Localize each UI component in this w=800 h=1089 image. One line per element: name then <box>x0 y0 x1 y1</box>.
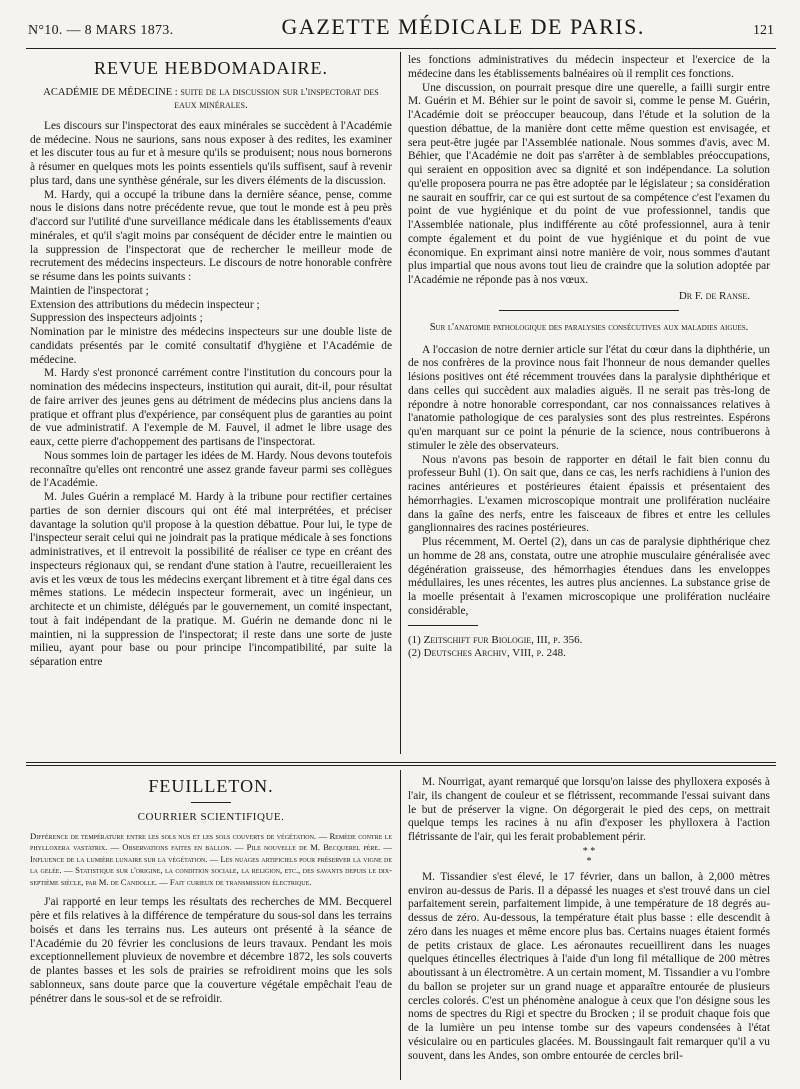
column-divider-bottom <box>400 770 401 1080</box>
revue-subtitle-rest: suite de la discussion sur l'inspectorat des eaux minérales. <box>174 85 379 111</box>
revue-list-item: Nomination par le ministre des médecins inspecteurs sur une double liste de candidats présentés par le comité consultatif d'hygiène et l'Académie de médecine. <box>30 326 392 366</box>
revue-list-item: Maintien de l'inspectorat ; <box>30 284 149 297</box>
revue-list-item: Extension des attributions du médecin inspecteur ; <box>30 298 260 311</box>
revue-paragraph: Les discours sur l'inspectorat des eaux minérales se succèdent à l'Académie de médecine. Nous ne saurions, sans nous exposer à des redites, les examiner et les discuter tous au fur et à mesure qu'ils se produisent; nous nous bornerons à résumer en quelques mots les points essentiels qu'ils suffisent, sauf à revenir plus tard, dans une synthèse générale, sur les divers éléments de la discussion. <box>30 119 392 187</box>
revue-paragraph: M. Hardy s'est prononcé carrément contre l'institution du concours pour la nomination des médecins inspecteurs, institution qui aurait, dit-il, pour résultat de faire arriver des jeunes gens au détriment de médecins plus anciens dans la pratique et offrant plus d'expérience, par conséquent plus de garanties au point de vue administratif. A l'exemple de M. Fauvel, il admet le libre usage des eaux, cette pierre d'achoppement des partisans de l'inspectorat. <box>30 367 392 448</box>
feuilleton-rule-bottom <box>26 765 776 766</box>
asterism: * * * <box>582 845 596 867</box>
footnotes <box>408 634 770 660</box>
masthead <box>28 14 774 44</box>
feuilleton-column-right <box>408 776 770 1063</box>
anatomie-paragraph: A l'occasion de notre dernier article sur l'état du cœur dans la diphthérie, un de nos confrères de la province nous fait l'honneur de nous demander quelles lésions positives ont été récemment trouvées dans la paralysie diphthérique et dans celles qui succèdent aux maladies aiguës. Il ne serait pas très-long de répondre à notre honorable correspondant, car nos connaissances relatives à l'anatomie pathologique de ces paralysies sont des plus restreintes. Espérons qu'en marquant sur ce point la pénurie de la science, nous contribuerons à stimuler le zèle des observateurs. <box>408 343 770 452</box>
feuilleton-rule-top <box>26 762 776 763</box>
feuilleton-summary: Différence de température entre les sols nus et les sols couverts de végétation. — Remède contre le phylloxera vastatrix. — Observations faites en ballon. — Pile nouvelle de M. Becquerel père. — Influence de la lumière lunaire sur la végétation. — Les nuages artificiels pour préserver la vigne de la gelée. — Statistique sur l'origine, la condition sociale, la religion, etc., des savants depuis le dix-septième siècle, par M. de Candolle. — Fait curieux de transmission électrique. <box>30 830 392 887</box>
anatomie-paragraph: Nous n'avons pas besoin de rapporter en détail le fait bien connu du professeur Buhl (1). On sait que, dans ce cas, les nerfs rachidiens à l'union des racines antérieures et postérieures étaient épaissis et présentaient des hémorrhagies. L'examen microscopique montrait une prolifération nucléaire dans la gaîne des nerfs, entre les faisceaux de fibres et entre les cellules ganglionnaires des racines postérieures. <box>408 453 770 535</box>
header-rule <box>26 48 776 49</box>
issue-date: N°10. — 8 MARS 1873. <box>28 23 174 38</box>
revue-subtitle-lead: ACADÉMIE DE MÉDECINE : <box>43 86 178 98</box>
anatomie-heading: Sur l'anatomie pathologique des paralysies consécutives aux maladies aigues. <box>429 321 749 333</box>
column-divider-top <box>400 52 401 754</box>
revue-list-item: Suppression des inspecteurs adjoints ; <box>30 312 203 325</box>
page-number: 121 <box>752 23 774 38</box>
footnote-rule <box>408 625 478 626</box>
footnote: (1) Zeitschift fur Biologie, III, p. 356. <box>408 633 583 646</box>
revue-paragraph: M. Jules Guérin a remplacé M. Hardy à la tribune pour rectifier certaines parties de son dernier discours qui ont été mal interprétées, et préciser davantage la solution qu'il propose à la question débattue. Pour lui, le type de l'inspecteur serait celui qui ne joindrait pas la pratique médicale à ses fonctions administratives, et il entrevoit la possibilité de réaliser ce type en créant des inspecteurs régionaux qui, se rendant d'une station à l'autre, recueilleraient les avis et les vœux de tous les médecins exerçant librement et à titre égal dans ces mêmes stations. Le médecin inspecteur formerait, avec un ingénieur, un architecte et un chimiste, délégués par le gouvernement, un comité inspectant, tout à fait indépendant de la pratique. M. Guérin ne demande donc ni le maintien, ni la suppression de l'inspectorat; il reste dans une sorte de juste milieu, ayant pour base ou pour principe l'incompatibilité, par suite la séparation entre <box>30 491 392 668</box>
anatomie-paragraph: Plus récemment, M. Oertel (2), dans un cas de paralysie diphthérique chez un homme de 28 ans, constata, outre une atrophie musculaire généralisée avec dégénération graisseuse, des hémorrhagies étendues dans les enveloppes médullaires, les unes récentes, les autres plus anciennes. La substance grise de la moelle présentait à l'examen microscopique une prolifération nucléaire considérable, <box>408 536 770 617</box>
revue-paragraph: M. Hardy, qui a occupé la tribune dans la dernière séance, pense, comme nous le disions dans notre précédente revue, que tout le monde est à peu près d'accord sur l'utilité d'une surveillance médicale dans les établissements d'eaux minérales, et qu'il s'agit moins par conséquent de décider entre le maintien ou la suppression de l'inspectorat que de rechercher le meilleur mode de recrutement des médecins inspecteurs. Le discours de notre honorable confrère se résume dans les points suivants : <box>30 188 392 283</box>
section-separator <box>499 310 679 311</box>
feuilleton-title: FEUILLETON. <box>148 776 274 796</box>
courrier-title: COURRIER SCIENTIFIQUE. <box>137 810 285 823</box>
revue-paragraph: Une discussion, on pourrait presque dire une querelle, a failli surgir entre M. Guérin et M. Béhier sur le point de savoir si, comme le pense M. Guérin, l'Académie doit se préoccuper beaucoup, dans l'étude et la solution de la question débattue, de la manière dont cette même question est envisagée, et sera peut-être jugée par l'Assemblée nationale. Nous sommes d'avis, avec M. Béhier, que l'Académie ne doit pas s'arrêter à de semblables préoccupations, qui seraient en opposition avec sa dignité et son indépendance. La solution qu'elle proposera pourra ne pas être adoptée par le législateur ; sa considération ne saurait en souffrir, car ce qui est surtout de sa compétence c'est l'examen du point de vue hygiénique et du point de vue professionnel, tandis que l'Assemblée nationale, plus indifférente au côté professionnel, aura à tenir compte également et du point de vue hygiénique et du point de vue économique. En exprimant ainsi notre manière de voir, nous sommes d'autant plus impartial que nous avons tout lieu de craindre que la solution adoptée par l'Académie ne réponde pas à nos vœux. <box>408 81 770 286</box>
newspaper-title: GAZETTE MÉDICALE DE PARIS. <box>281 14 645 39</box>
revue-subtitle <box>36 86 386 112</box>
feuilleton-paragraph: J'ai rapporté en leur temps les résultats des recherches de MM. Becquerel père et fils relatives à la différence de température du sous-sol dans les terrains boisés et dans les terrains nus. Les auteurs ont présenté à la séance de l'Académie du 20 février les conclusions de leurs travaux. Pendant les mois exceptionnellement pluvieux de novembre et décembre 1872, les sols couverts de plantes basses et les sols de prairies se refroidirent moins que les sols sablonneux, sans doute parce que la couverture végétale empêchait l'eau de pénétrer dans le sous-sol et de se refroidir. <box>30 896 392 1005</box>
revue-column-left <box>30 54 392 670</box>
feuilleton-paragraph: M. Tissandier s'est élevé, le 17 février, dans un ballon, à 2,000 mètres environ au-dessus de Paris. Il a dépassé les nuages et s'est trouvé dans un ciel parfaitement serein, parfaitement limpide, à une température de 18 degrés au-dessus de zéro. Au-dessous, la température était plus basse : elle descendit à zéro dans les nuages et même encore plus bas. Certains nuages étaient formés de petits cristaux de glace. Les aéronautes recueillirent dans les nuages quelques étincelles électriques à l'aide d'un long fil métallique de 200 mètres aboutissant à un électromètre. A un certain moment, M. Tissandier a vu l'ombre du ballon se projeter sur un grand nuage et apparaître entourée de plusieurs cercles colorés. C'est un phénomène analogue à ceux que l'on désigne sous les noms de spectres du Rigi et spectre du Brocken ; il se produit chaque fois que de la lumière un peu intense tombe sur des vapeurs condensées à l'état vésiculaire ou en particules glacées. M. Boussingault fait remarquer qu'il a vu souvent, dans les Andes, son ombre entourée de cercles bril- <box>408 870 770 1062</box>
feuilleton-title-rule <box>191 802 231 803</box>
revue-column-right <box>408 54 770 660</box>
revue-paragraph: les fonctions administratives du médecin inspecteur et l'exercice de la médecine dans les établissements balnéaires où il remplit ces fonctions. <box>408 54 770 80</box>
revue-signature: Dr F. de Ranse. <box>678 289 750 302</box>
revue-paragraph: Nous sommes loin de partager les idées de M. Hardy. Nous devons toutefois reconnaître qu'elles ont rencontré une assez grande faveur parmi ses collègues de l'Académie. <box>30 449 392 490</box>
feuilleton-paragraph: M. Nourrigat, ayant remarqué que lorsqu'on laisse des phylloxera exposés à l'air, ils changent de couleur et se flétrissent, recommande l'essai suivant dans le but de préserver la vigne. On dégorgerait le pied des ceps, on mettrait quelque temps les racines à nu afin d'exposer les phylloxera à l'action flétrissante de l'air, qui les ferait probablement périr. <box>408 776 770 843</box>
revue-title: REVUE HEBDOMADAIRE. <box>94 58 328 78</box>
feuilleton-column-left <box>30 774 392 1006</box>
footnote: (2) Deutsches Archiv, VIII, p. 248. <box>408 646 566 659</box>
